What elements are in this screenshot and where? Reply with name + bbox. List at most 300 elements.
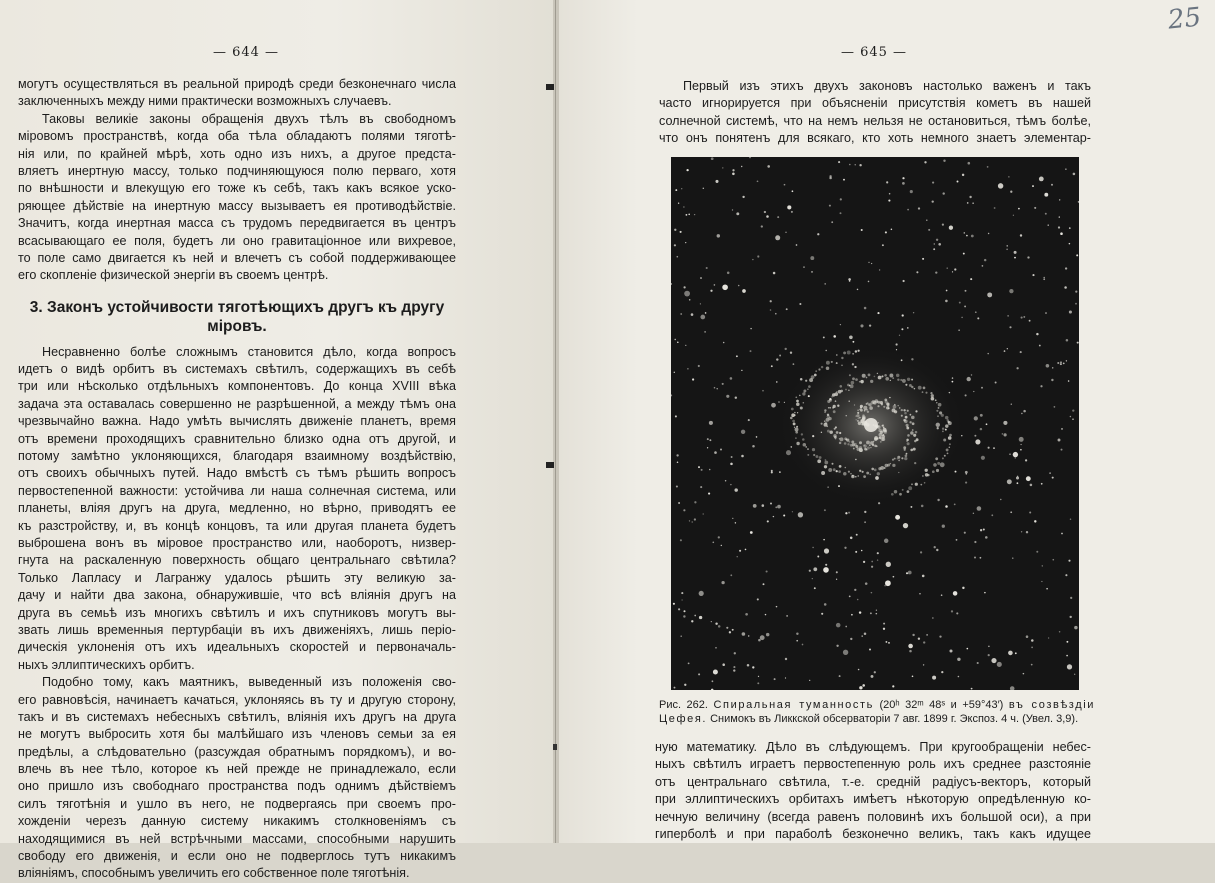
star (1011, 404, 1012, 405)
section-heading-line-1: 3. Законъ устойчивости тяготѣющихъ другъ къ другу (29, 298, 445, 316)
spiral-arm-knot (915, 431, 918, 434)
spiral-arm-knot (896, 374, 899, 377)
spiral-arm-knot (857, 420, 859, 422)
spiral-arm-knot (910, 449, 913, 452)
spiral-arm-knot (859, 470, 861, 472)
star (884, 539, 888, 543)
star (1040, 385, 1042, 387)
star (953, 591, 958, 596)
spiral-arm-knot (791, 408, 794, 411)
spiral-arm-knot (906, 427, 909, 430)
spiral-arm-knot (863, 444, 865, 446)
spiral-arm-knot (906, 441, 907, 442)
star (843, 650, 848, 655)
star (738, 285, 740, 287)
star (829, 205, 831, 207)
star (1031, 639, 1034, 642)
star (923, 641, 925, 643)
spiral-arm-knot (935, 457, 938, 460)
star (849, 596, 851, 598)
star (974, 435, 976, 437)
text-line: влечь въ нее тѣло, которое къ ней прежде не принадлежало, если (18, 762, 456, 777)
spiral-arm-knot (794, 412, 796, 414)
star (886, 562, 891, 567)
star (1070, 416, 1072, 418)
spiral-arm-knot (949, 434, 952, 437)
star (855, 551, 857, 553)
spiral-arm-knot (918, 386, 922, 390)
star (1007, 348, 1008, 349)
star (918, 638, 920, 640)
star (685, 242, 686, 243)
spiral-arm-knot (936, 410, 938, 412)
figure-coordinates: (20ʰ 32ᵐ 48ˢ и +59°43′) (879, 699, 1004, 711)
spiral-arm-knot (909, 421, 911, 423)
star (840, 198, 842, 200)
star (678, 203, 679, 204)
spiral-arm-knot (851, 475, 855, 479)
text-line: находящимися въ ней встрѣчными массами, способными нарушить (18, 831, 456, 846)
star (783, 514, 785, 516)
star (922, 258, 924, 260)
spiral-arm-knot (910, 414, 912, 416)
paragraph-laws-of-orbits (18, 111, 456, 285)
star (674, 244, 676, 246)
star (1061, 533, 1063, 535)
star (1015, 652, 1017, 654)
star (711, 621, 712, 622)
star (883, 628, 885, 630)
star (779, 355, 781, 357)
text-line: гнута на раскаленную поверхность общаго центральнаго свѣтила? (18, 553, 456, 568)
star (700, 315, 705, 320)
star (1007, 315, 1008, 316)
star (784, 184, 786, 186)
spiral-arm-knot (942, 430, 944, 432)
star (1015, 457, 1016, 458)
star (871, 263, 872, 264)
star (802, 644, 804, 646)
spiral-arm-knot (901, 457, 903, 459)
star (678, 608, 680, 610)
star (700, 303, 701, 304)
spiral-arm-knot (857, 412, 859, 414)
star (862, 684, 865, 687)
star (975, 311, 977, 313)
star (895, 515, 900, 520)
star (962, 587, 964, 589)
star (712, 541, 714, 543)
star (1069, 310, 1072, 313)
star (1021, 317, 1023, 319)
star (868, 281, 870, 283)
text-line: такъ и въ системахъ небесныхъ свѣтилъ, вліянія ихъ другъ на друга (18, 709, 456, 724)
star (991, 514, 993, 516)
star (717, 234, 720, 237)
star (908, 571, 912, 575)
star (907, 327, 909, 329)
star (1008, 176, 1009, 177)
spiral-arm-knot (941, 414, 944, 417)
spiral-arm-knot (815, 455, 818, 458)
spiral-arm-knot (864, 448, 867, 451)
star (1014, 257, 1016, 259)
star (974, 416, 978, 420)
star (1032, 185, 1034, 187)
star (937, 427, 939, 429)
spiral-arm-knot (885, 377, 889, 381)
text-line: Подобно тому, какъ маятникъ, выведенный изъ положенія сво- (42, 675, 456, 690)
spiral-arm-knot (936, 469, 939, 472)
star (851, 614, 853, 616)
star (718, 536, 720, 538)
star (848, 278, 851, 281)
star (961, 435, 962, 436)
star (1052, 559, 1054, 561)
spiral-arm-knot (938, 403, 942, 407)
spiral-arm-knot (943, 439, 946, 442)
star (722, 383, 724, 385)
star (972, 203, 973, 204)
star (945, 429, 947, 431)
star (965, 290, 967, 292)
spiral-arm-knot (795, 396, 797, 398)
star (836, 623, 841, 628)
star (869, 648, 871, 650)
spiral-arm-knot (862, 414, 864, 416)
text-line: его скопленіе физической энергіи въ своемъ центрѣ. (18, 268, 329, 283)
star (1014, 251, 1017, 254)
star (737, 556, 738, 557)
star (683, 610, 685, 612)
star (797, 412, 798, 413)
star (713, 670, 718, 675)
star (1010, 511, 1012, 513)
spiral-arm-knot (835, 400, 837, 402)
spiral-arm-knot (815, 370, 817, 372)
star (698, 673, 700, 675)
star (864, 521, 866, 523)
star (901, 359, 903, 361)
star (714, 387, 716, 389)
spiral-arm-knot (892, 377, 894, 379)
star (916, 271, 918, 273)
spiral-arm-knot (839, 465, 842, 468)
star (883, 623, 885, 625)
star (761, 225, 763, 227)
star (732, 518, 733, 519)
star (773, 516, 774, 517)
nebula-image (671, 157, 1079, 690)
star (745, 549, 747, 551)
star (988, 646, 989, 647)
star (878, 502, 880, 504)
star (736, 212, 739, 215)
spiral-arm-knot (799, 395, 801, 397)
spiral-arm-knot (888, 408, 890, 410)
star (750, 531, 753, 534)
star (1065, 574, 1067, 576)
star (994, 207, 996, 209)
star (973, 391, 974, 392)
spiral-arm-knot (892, 464, 895, 467)
star (920, 551, 922, 553)
star (942, 224, 944, 226)
star (967, 648, 969, 650)
star (964, 305, 966, 307)
star (748, 419, 750, 421)
star (773, 272, 776, 275)
star (918, 207, 920, 209)
star (732, 173, 735, 176)
spiral-arm-knot (874, 445, 877, 448)
star (844, 547, 846, 549)
star (752, 445, 755, 448)
star (827, 486, 828, 487)
text-line: свободу его движенія, и если оно не подверглось тутъ никакимъ (18, 849, 456, 864)
star (1026, 531, 1028, 533)
star (861, 635, 862, 636)
star (730, 574, 732, 576)
right-top-paragraph (659, 78, 1091, 148)
star (1045, 213, 1047, 215)
star (677, 462, 679, 464)
star (949, 226, 953, 230)
star (1032, 274, 1034, 276)
text-line: отъ центральнаго свѣтила, т.-е. средній радіусъ-векторъ, который (655, 774, 1091, 789)
star (674, 339, 675, 340)
spiral-arm-knot (904, 420, 908, 424)
star (932, 200, 934, 202)
spiral-arm-knot (894, 458, 896, 460)
text-line: потому замѣтно уклоняющихся, благодаря взаимному воздѣйствію, (18, 449, 456, 464)
star (684, 684, 686, 686)
star (732, 209, 733, 210)
star (855, 350, 857, 352)
star (708, 493, 710, 495)
star (980, 557, 982, 559)
spiral-arm-knot (947, 453, 949, 455)
star (1039, 176, 1044, 181)
star (956, 612, 958, 614)
star (734, 488, 737, 491)
star (710, 290, 712, 292)
text-line: чрезвычайно важна. Надо умѣть вычислять движеніе планетъ, время (18, 414, 456, 429)
spiral-arm-knot (824, 409, 826, 411)
spiral-arm-knot (881, 403, 883, 405)
star (936, 423, 940, 427)
star (964, 232, 966, 234)
spiral-arm-knot (884, 374, 887, 377)
star (988, 233, 989, 234)
star (891, 229, 893, 231)
star (952, 271, 953, 272)
star (1023, 316, 1025, 318)
star (1023, 673, 1025, 675)
star (823, 567, 829, 573)
spiral-arm-knot (790, 417, 793, 420)
spiral-arm-knot (899, 407, 900, 408)
star (926, 634, 928, 636)
star (889, 397, 890, 398)
star (733, 666, 735, 668)
star (849, 164, 851, 166)
spiral-arm-knot (826, 366, 830, 370)
star (861, 550, 863, 552)
star (753, 504, 757, 508)
spiral-arm-knot (866, 472, 869, 475)
spiral-arm-knot (800, 406, 803, 409)
star (981, 456, 985, 460)
star (735, 522, 736, 523)
spiral-arm-knot (912, 429, 914, 431)
star (914, 462, 916, 464)
text-line: первостепенной важности: устойчива ли наша солнечная система, или (18, 483, 456, 498)
star (841, 364, 843, 366)
star (698, 365, 700, 367)
star (922, 575, 925, 578)
star (838, 485, 840, 487)
spiral-arm-knot (894, 490, 897, 493)
star (750, 350, 752, 352)
star (975, 439, 980, 444)
star (836, 645, 838, 647)
spiral-arm-knot (836, 354, 838, 356)
star (858, 669, 860, 671)
star (1043, 278, 1045, 280)
spiral-arm-knot (840, 385, 843, 388)
star (1069, 227, 1071, 229)
spiral-arm-knot (945, 424, 948, 427)
text-line: гиперболѣ и при параболѣ безконечно великъ, такъ какъ идущее (655, 826, 1091, 841)
spiral-arm-knot (923, 387, 926, 390)
spiral-arm-knot (824, 411, 826, 413)
star (709, 469, 711, 471)
text-line: друга въ семьѣ изъ многихъ свѣтилъ и ихъ спутниковъ могутъ вы- (18, 605, 456, 620)
star (973, 513, 974, 514)
spiral-arm-knot (935, 399, 937, 401)
star (812, 435, 814, 437)
spiral-arm-knot (874, 438, 877, 441)
spiral-arm-knot (883, 406, 885, 408)
star (775, 313, 777, 315)
star (898, 472, 899, 473)
star (824, 283, 826, 285)
spiral-arm-knot (889, 374, 893, 378)
star (1052, 477, 1054, 479)
spiral-arm-knot (845, 467, 847, 469)
star (977, 662, 979, 664)
star (934, 546, 936, 548)
spiral-arm-knot (949, 447, 951, 449)
spiral-arm-knot (796, 400, 799, 403)
star (971, 235, 974, 238)
star (857, 350, 859, 352)
star (1059, 199, 1060, 200)
star (699, 616, 702, 619)
left-page-number: — 644 — (212, 45, 280, 60)
star (831, 221, 833, 223)
text-line: ную математику. Дѣло въ слѣдующемъ. При кругообращеніи небес- (655, 740, 1091, 754)
star (985, 536, 988, 539)
spiral-arm-knot (925, 473, 928, 476)
star (1060, 363, 1062, 365)
spiral-arm-knot (807, 448, 809, 450)
star (942, 525, 945, 528)
star (1049, 472, 1051, 474)
text-line: отъ своихъ обычныхъ путей. Надо вмѣстѣ съ тѣмъ рѣшить вопросъ (18, 466, 456, 481)
star (840, 212, 842, 214)
spiral-arm-knot (851, 381, 855, 385)
star (850, 638, 852, 640)
figure-caption (659, 699, 1095, 726)
star (706, 267, 708, 269)
star (823, 336, 825, 338)
spiral-arm-knot (893, 405, 897, 409)
spiral-arm-knot (795, 428, 799, 432)
star (936, 239, 938, 241)
star (924, 161, 926, 163)
star (1048, 224, 1049, 225)
spiral-arm-knot (808, 385, 811, 388)
star (786, 308, 788, 310)
spiral-arm-knot (877, 405, 879, 407)
star (946, 290, 948, 292)
star (1018, 208, 1020, 210)
spiral-arm-knot (803, 443, 807, 447)
spiral-arm-knot (906, 453, 908, 455)
star (1003, 421, 1007, 425)
star (1074, 626, 1077, 629)
spiral-arm-knot (905, 416, 908, 419)
spiral-arm-knot (860, 405, 863, 408)
text-line: вліяніямъ, способнымъ увеличить его собственное поле тяготѣнія. (18, 866, 410, 881)
star (721, 581, 724, 584)
star (935, 271, 937, 273)
star (750, 328, 751, 329)
star (909, 650, 912, 653)
star (845, 626, 847, 628)
star (912, 634, 914, 636)
spiral-arm-knot (905, 454, 908, 457)
star (902, 314, 904, 316)
star (763, 583, 765, 585)
spiral-arm-knot (850, 444, 853, 447)
spiral-arm-knot (863, 475, 866, 478)
star (1010, 191, 1012, 193)
star (812, 578, 813, 579)
star (1026, 635, 1029, 638)
star (868, 262, 869, 263)
star (771, 403, 776, 408)
star (775, 506, 777, 508)
spiral-arm-knot (911, 416, 915, 420)
star (850, 537, 853, 540)
spiral-arm-knot (904, 457, 907, 460)
star (1059, 631, 1061, 633)
star (1025, 459, 1027, 461)
spiral-arm-knot (839, 438, 840, 439)
star (676, 454, 678, 456)
spiral-arm-knot (801, 433, 803, 435)
spiral-arm-knot (899, 493, 902, 496)
star (756, 436, 758, 438)
spiral-arm-knot (915, 483, 918, 486)
star (701, 469, 703, 471)
star (980, 428, 982, 430)
spiral-arm-knot (924, 482, 926, 484)
handwritten-folio-number: 25 (1166, 2, 1203, 36)
